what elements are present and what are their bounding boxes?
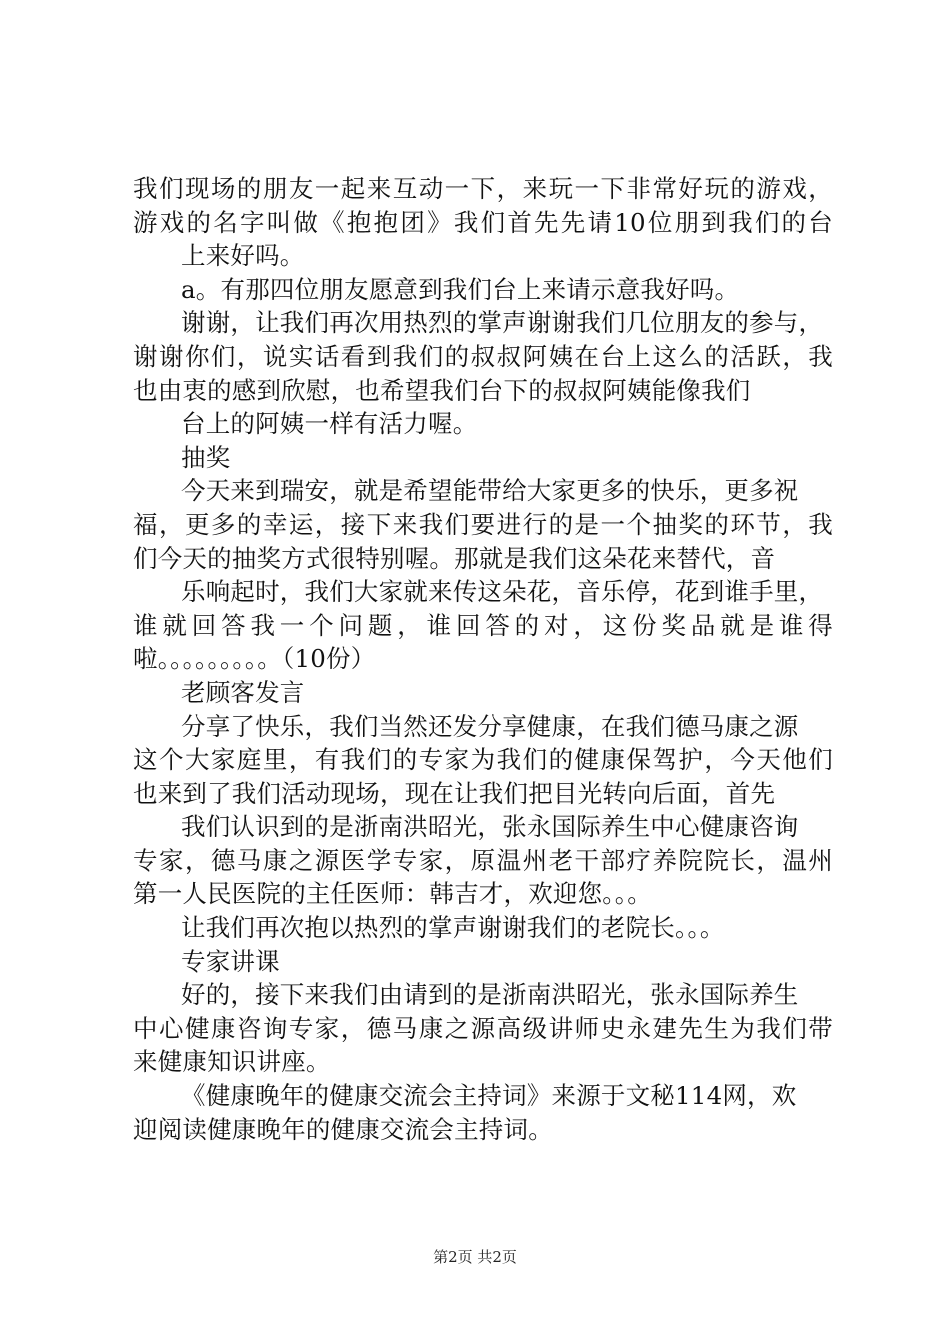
document-body xyxy=(133,172,833,1146)
text-line: 游戏的名字叫做《抱抱团》我们首先先请10位朋到我们的台 xyxy=(133,207,833,237)
text-line: 这个大家庭里，有我们的专家为我们的健康保驾护，今天他们 xyxy=(133,745,833,775)
text-line: 啦。。。。。。。。。（10份） xyxy=(133,644,376,674)
text-line: 《健康晚年的健康交流会主持词》来源于文秘114网，欢 xyxy=(181,1081,797,1111)
text-line: 也由衷的感到欣慰，也希望我们台下的叔叔阿姨能像我们 xyxy=(133,375,751,405)
page-footer: 第2页 共2页 xyxy=(433,1248,517,1266)
text-line: 谢谢你们，说实话看到我们的叔叔阿姨在台上这么的活跃，我 xyxy=(133,341,833,371)
text-line: 好的，接下来我们由请到的是浙南洪昭光，张永国际养生 xyxy=(181,980,799,1010)
text-line: 福，更多的幸运，接下来我们要进行的是一个抽奖的环节，我 xyxy=(133,509,833,539)
text-line: 谢谢，让我们再次用热烈的掌声谢谢我们几位朋友的参与， xyxy=(181,308,824,338)
text-line: 分享了快乐，我们当然还发分享健康，在我们德马康之源 xyxy=(181,711,799,741)
text-line: 们今天的抽奖方式很特别喔。那就是我们这朵花来替代，音 xyxy=(133,543,776,573)
text-line: 来健康知识讲座。 xyxy=(133,1047,331,1077)
text-line: 抽奖 xyxy=(181,442,231,472)
text-line: 我们现场的朋友一起来互动一下，来玩一下非常好玩的游戏， xyxy=(133,174,833,203)
text-line: 让我们再次抱以热烈的掌声谢谢我们的老院长。。。 xyxy=(181,913,725,943)
text-line: 上来好吗。 xyxy=(181,241,305,271)
text-line: 迎阅读健康晚年的健康交流会主持词。 xyxy=(133,1114,553,1144)
text-line: 谁就回答我一个问题，谁回答的对，这份奖品就是谁得 xyxy=(133,610,833,640)
text-line: 今天来到瑞安，就是希望能带给大家更多的快乐，更多祝 xyxy=(181,476,799,506)
text-line: 台上的阿姨一样有活力喔。 xyxy=(181,409,478,439)
text-line: 专家，德马康之源医学专家，原温州老干部疗养院院长，温州 xyxy=(133,845,833,875)
text-line: 专家讲课 xyxy=(181,946,280,976)
text-line: 第一人民医院的主任医师：韩吉才，欢迎您。。。 xyxy=(133,879,652,909)
text-line: 老顾客发言 xyxy=(181,677,305,707)
text-line: 也来到了我们活动现场，现在让我们把目光转向后面，首先 xyxy=(133,778,776,808)
text-line: 乐响起时，我们大家就来传这朵花，音乐停，花到谁手里， xyxy=(181,577,824,607)
text-line: 我们认识到的是浙南洪昭光，张永国际养生中心健康咨询 xyxy=(181,812,799,842)
text-line: a。有那四位朋友愿意到我们台上来请示意我好吗。 xyxy=(181,274,740,304)
text-line: 中心健康咨询专家，德马康之源高级讲师史永建先生为我们带 xyxy=(133,1013,833,1043)
